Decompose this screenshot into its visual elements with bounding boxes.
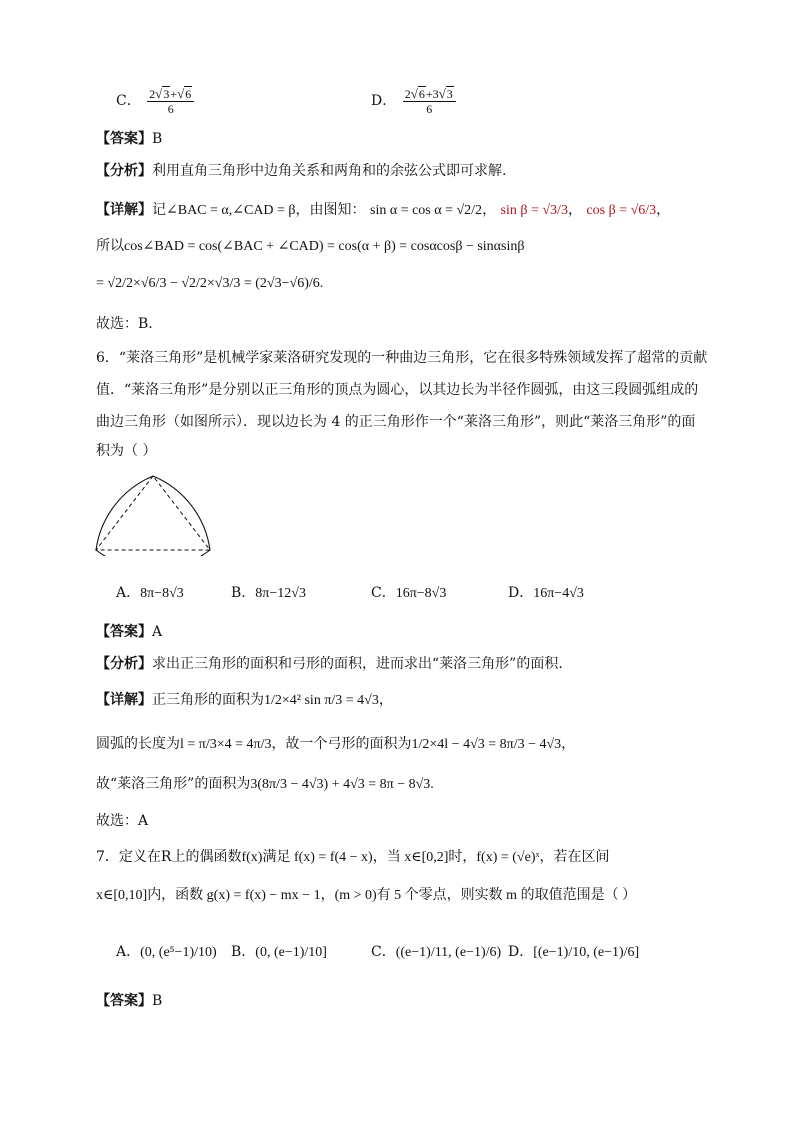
- option-value: 2 √ 6 +3 √ 3 6: [403, 86, 456, 116]
- q7-stem-1: [96, 847, 610, 868]
- q6-option-b: [231, 583, 306, 604]
- option-value: 2 √ 3 + √ 6 6: [147, 86, 194, 116]
- option-value: 8π−12√3: [255, 586, 306, 601]
- q6-stem-4: [96, 441, 156, 461]
- q6-stem-2: [96, 380, 698, 400]
- q6-stem-1-text: 6．“莱洛三角形”是机械学家莱洛研究发现的一种曲边三角形，它在很多特殊领域发挥了超常的贡献: [96, 350, 708, 366]
- detail-text: 故“莱洛三角形”的面积为: [96, 776, 251, 792]
- option-value: 16π−4√3: [533, 586, 584, 601]
- reuleaux-outline: [96, 476, 210, 556]
- q7-option-d: [508, 942, 639, 963]
- option-label: A．: [116, 944, 141, 960]
- detail-text: 圆弧的长度为: [96, 736, 180, 752]
- option-label: A．: [116, 585, 141, 601]
- detail-sin-alpha: sin α = cos α = √2/2: [370, 203, 483, 218]
- option-value: 16π−8√3: [395, 586, 447, 601]
- q7-stem-2-text: x∈[0,10]内，函数 g(x) = f(x) − mx − 1，(m > 0)有 5 个零点，则实数 m 的取值范围是（ ）: [96, 888, 637, 903]
- option-label: C．: [371, 944, 396, 960]
- answer-tag: 【答案】: [96, 624, 152, 640]
- q5-line3-text: = √2/2×√6/3 − √2/2×√3/3 = (2√3−√6)/6.: [96, 276, 324, 291]
- q5-choose-text: 故选：B.: [96, 316, 153, 332]
- option-value: ((e−1)/11, (e−1)/6): [395, 945, 502, 960]
- q6-stem-4-text: 积为（ ）: [96, 443, 157, 459]
- detail-tag: 【详解】: [96, 202, 152, 218]
- q5-line3: [96, 273, 323, 294]
- q5-line2-text: 所以cos∠BAD = cos(∠BAC + ∠CAD) = cos(α + β) = cosαcosβ − sinαsinβ: [96, 239, 525, 254]
- option-label: B．: [231, 585, 256, 601]
- q6-stem-1: [96, 348, 707, 368]
- answer-tag: 【答案】: [96, 993, 152, 1009]
- q5-line2: [96, 236, 524, 257]
- q7-option-b: [231, 942, 327, 963]
- detail-sin-beta: sin β = √3/3: [500, 203, 568, 218]
- option-label: D．: [508, 585, 534, 601]
- analysis-tag: 【分析】: [96, 656, 152, 672]
- q7-stem-2: [96, 885, 636, 906]
- q5-choose: [96, 314, 153, 334]
- detail-intro: 记∠BAC = α,∠CAD = β，由图知：: [152, 203, 366, 218]
- q6-answer: [96, 622, 162, 642]
- option-label: D．: [508, 944, 534, 960]
- reuleaux-triangle-figure: [92, 470, 214, 556]
- answer-value: A: [152, 624, 163, 640]
- detail-tag: 【详解】: [96, 692, 152, 708]
- q6-detail-1: [96, 690, 393, 711]
- option-value: 8π−8√3: [140, 586, 184, 601]
- q6-choose: [96, 811, 148, 831]
- detail-math: 1/2×4l − 4√3 = 8π/3 − 4√3，: [411, 737, 576, 752]
- detail-text: ，故一个弓形的面积为: [271, 736, 412, 752]
- answer-value: B: [152, 993, 163, 1009]
- q6-detail-3: [96, 774, 434, 795]
- option-value: (0, (e−1)/10]: [255, 945, 327, 960]
- q6-detail-2: [96, 734, 575, 755]
- detail-cos-beta: cos β = √6/3: [586, 203, 657, 218]
- q7-answer: [96, 991, 162, 1011]
- inner-triangle-dashed: [96, 476, 210, 550]
- q5-analysis: [96, 161, 506, 181]
- q5-option-d: [371, 86, 458, 116]
- analysis-text: 利用直角三角形中边角关系和两角和的余弦公式即可求解.: [152, 163, 507, 179]
- answer-tag: 【答案】: [96, 131, 152, 147]
- detail-math: l = π/3×4 = 4π/3: [180, 737, 272, 752]
- q7-option-c: [371, 942, 501, 963]
- q6-option-c: [371, 583, 446, 604]
- q6-stem-3-text: 曲边三角形（如图所示）．现以边长为 4 的正三角形作一个“莱洛三角形”，则此“莱洛三角形”的面: [96, 414, 696, 430]
- q6-option-a: [116, 583, 184, 604]
- q6-stem-3: [96, 412, 695, 432]
- option-label: B．: [231, 944, 256, 960]
- option-label: D．: [371, 93, 397, 109]
- analysis-text: 求出正三角形的面积和弓形的面积，进而求出“莱洛三角形”的面积.: [152, 656, 563, 672]
- q6-choose-text: 故选：A: [96, 813, 149, 829]
- q5-answer: [96, 129, 162, 149]
- q7-stem-1a: 7．定义在R上的偶函数: [96, 849, 242, 865]
- option-value: (0, (e⁵−1)/10): [140, 945, 217, 960]
- option-label: C．: [371, 585, 396, 601]
- detail-math: 3(8π/3 − 4√3) + 4√3 = 8π − 8√3.: [250, 777, 434, 792]
- analysis-tag: 【分析】: [96, 163, 152, 179]
- detail-math: 1/2×4² sin π/3 = 4√3，: [264, 693, 393, 708]
- q6-analysis: [96, 654, 563, 674]
- q7-stem-1b: f(x)满足 f(x) = f(4 − x)，当 x∈[0,2]时，f(x) = (√e)ˣ，若在区间: [241, 850, 610, 865]
- option-label: C．: [116, 93, 141, 109]
- q7-option-a: [116, 942, 217, 963]
- option-value: [(e−1)/10, (e−1)/6]: [533, 945, 640, 960]
- q6-option-d: [508, 583, 584, 604]
- detail-text: 正三角形的面积为: [152, 692, 264, 708]
- q5-detail: 【详解】记∠BAC = α,∠CAD = β，由图知： sin α = cos α = √2/2， sin β = √3/3， cos β = √6/3，: [96, 202, 671, 218]
- q5-option-c: [116, 86, 196, 116]
- q6-stem-2-text: 值．“莱洛三角形”是分别以正三角形的顶点为圆心，以其边长为半径作圆弧，由这三段圆弧组成的: [96, 382, 699, 398]
- answer-value: B: [152, 131, 163, 147]
